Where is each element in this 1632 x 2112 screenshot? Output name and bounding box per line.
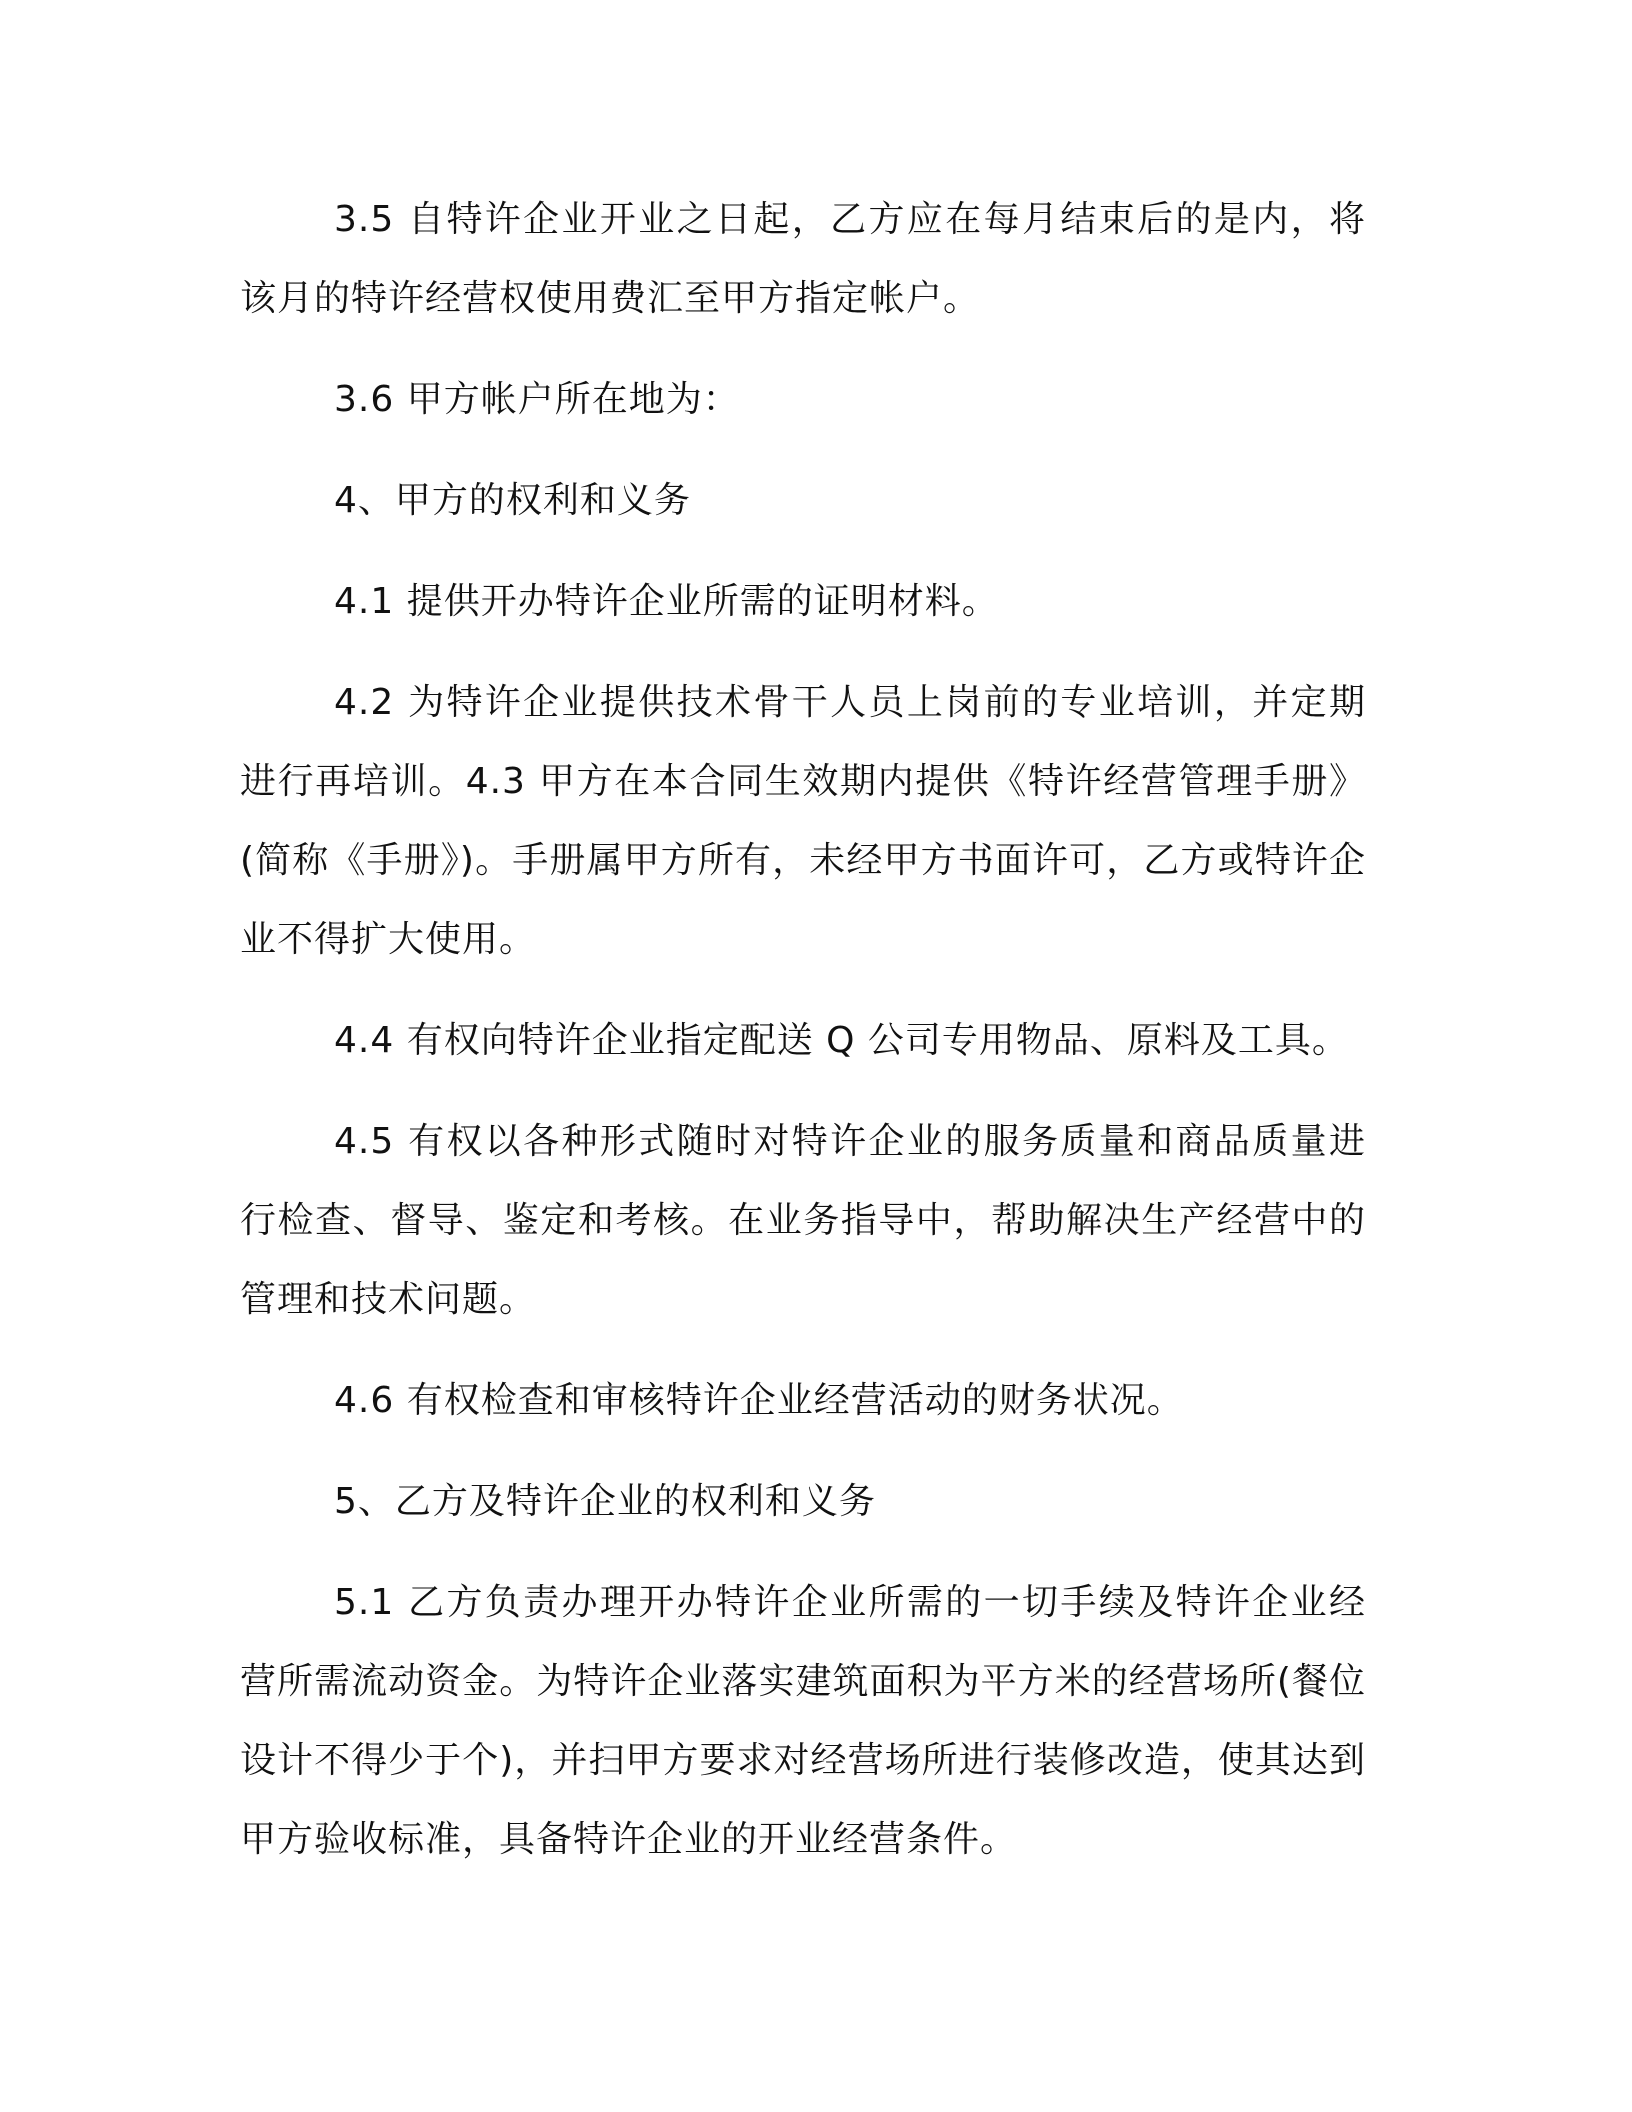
paragraph-5-1: 5.1 乙方负责办理开办特许企业所需的一切手续及特许企业经营所需流动资金。为特许企业落实建筑面积为平方米的经营场所(餐位设计不得少于个)，并扫甲方要求对经营场所进行装修改造，使其达到甲方验收标准，具备特许企业的开业经营条件。 (240, 1582, 1366, 1860)
document-body (240, 180, 1366, 1879)
section-heading-4: 4、甲方的权利和义务 (334, 480, 691, 521)
paragraph-4-1: 4.1 提供开办特许企业所需的证明材料。 (334, 581, 999, 622)
paragraph-4-5: 4.5 有权以各种形式随时对特许企业的服务质量和商品质量进行检查、督导、鉴定和考核。在业务指导中，帮助解决生产经营中的管理和技术问题。 (240, 1121, 1366, 1320)
section-heading-5: 5、乙方及特许企业的权利和义务 (334, 1481, 876, 1522)
paragraph-4-4: 4.4 有权向特许企业指定配送 Q 公司专用物品、原料及工具。 (334, 1020, 1349, 1061)
paragraph-3-6: 3.6 甲方帐户所在地为： (334, 379, 740, 420)
paragraph-3-5: 3.5 自特许企业开业之日起，乙方应在每月结束后的是内，将该月的特许经营权使用费汇至甲方指定帐户。 (240, 199, 1366, 319)
paragraph-4-6: 4.6 有权检查和审核特许企业经营活动的财务状况。 (334, 1380, 1184, 1421)
paragraph-4-2-4-3: 4.2 为特许企业提供技术骨干人员上岗前的专业培训，并定期进行再培训。4.3 甲方在本合同生效期内提供《特许经营管理手册》(简称《手册》)。手册属甲方所有，未经甲方书面许可，乙方或特许企业不得扩大使用。 (240, 682, 1366, 960)
